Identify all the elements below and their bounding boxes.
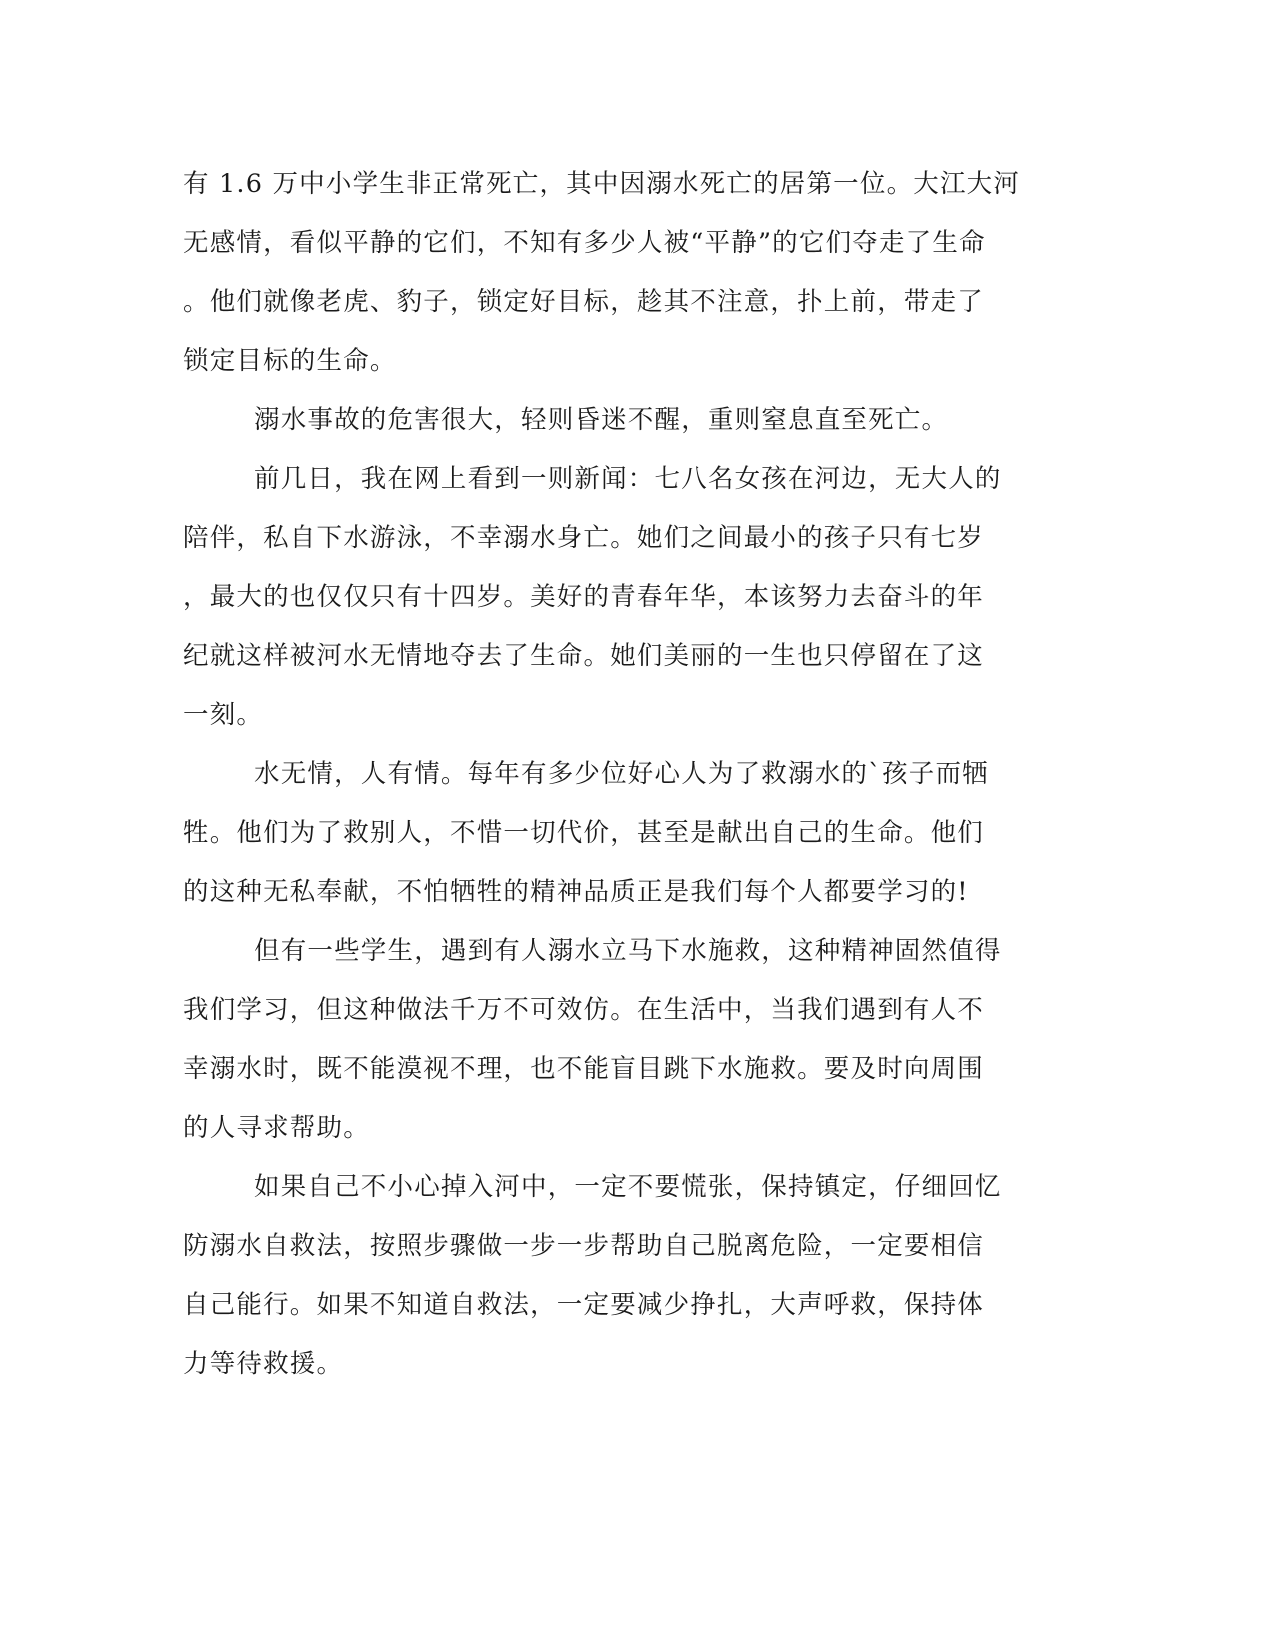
text-line: 纪就这样被河水无情地夺去了生命。她们美丽的一生也只停留在了这 bbox=[183, 641, 985, 671]
paragraph-first-line: 但有一些学生，遇到有人溺水立马下水施救，这种精神固然值得 bbox=[254, 936, 1002, 966]
document-body bbox=[183, 155, 1043, 1394]
paragraph-first-line: 如果自己不小心掉入河中，一定不要慌张，保持镇定，仔细回忆 bbox=[254, 1172, 1002, 1202]
paragraph-first-line: 水无情，人有情。每年有多少位好心人为了救溺水的`孩子而牺 bbox=[254, 759, 989, 789]
text-line: 的人寻求帮助。 bbox=[183, 1113, 370, 1143]
text-line: 的这种无私奉献，不怕牺牲的精神品质正是我们每个人都要学习的! bbox=[183, 877, 969, 907]
text-line: 陪伴，私自下水游泳，不幸溺水身亡。她们之间最小的孩子只有七岁 bbox=[183, 523, 985, 553]
text-line: 有 1.6 万中小学生非正常死亡，其中因溺水死亡的居第一位。大江大河 bbox=[183, 169, 1021, 199]
text-line: 力等待救援。 bbox=[183, 1349, 344, 1379]
text-line: ，最大的也仅仅只有十四岁。美好的青春年华，本该努力去奋斗的年 bbox=[183, 582, 985, 612]
text-line: 牲。他们为了救别人，不惜一切代价，甚至是献出自己的生命。他们 bbox=[183, 818, 985, 848]
text-line: 幸溺水时，既不能漠视不理，也不能盲目跳下水施救。要及时向周围 bbox=[183, 1054, 985, 1084]
text-line: 防溺水自救法，按照步骤做一步一步帮助自己脱离危险，一定要相信 bbox=[183, 1231, 985, 1261]
paragraph-first-line: 溺水事故的危害很大，轻则昏迷不醒，重则窒息直至死亡。 bbox=[254, 405, 949, 435]
text-line: 自己能行。如果不知道自救法，一定要减少挣扎，大声呼救，保持体 bbox=[183, 1290, 985, 1320]
text-line: 我们学习，但这种做法千万不可效仿。在生活中，当我们遇到有人不 bbox=[183, 995, 985, 1025]
text-line: 锁定目标的生命。 bbox=[183, 346, 397, 376]
text-line: 一刻。 bbox=[183, 700, 264, 730]
text-line: 。他们就像老虎、豹子，锁定好目标，趁其不注意，扑上前，带走了 bbox=[183, 287, 985, 317]
paragraph-first-line: 前几日，我在网上看到一则新闻：七八名女孩在河边，无大人的 bbox=[254, 464, 1002, 494]
text-line: 无感情，看似平静的它们，不知有多少人被“平静”的它们夺走了生命 bbox=[183, 228, 986, 258]
